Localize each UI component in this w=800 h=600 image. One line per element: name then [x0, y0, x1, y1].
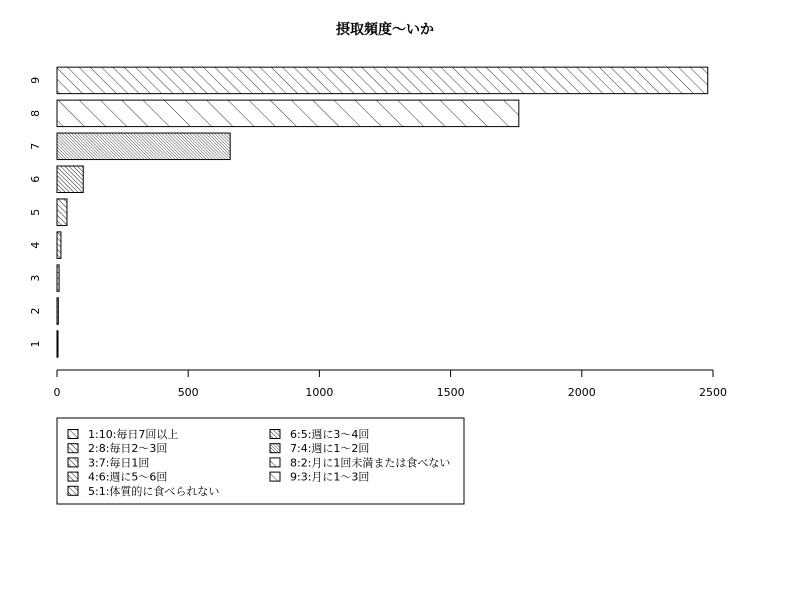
legend-swatch [68, 430, 78, 439]
x-tick-label: 2000 [567, 386, 596, 399]
bar-2 [57, 298, 58, 325]
legend [57, 418, 464, 504]
bars-group [57, 67, 708, 357]
x-tick-label: 500 [177, 386, 199, 399]
bar-1 [57, 331, 58, 358]
legend-swatch [68, 444, 78, 453]
x-axis [54, 370, 728, 399]
legend-swatch [270, 458, 280, 467]
legend-swatch [270, 430, 280, 439]
x-tick-label: 0 [53, 386, 61, 399]
legend-swatch [68, 472, 78, 481]
legend-entry: 1:10:毎日7回以上 [88, 428, 179, 441]
legend-entry: 7:4:週に1〜2回 [290, 442, 370, 456]
legend-swatch [68, 458, 78, 467]
y-tick-label: 7 [29, 142, 42, 150]
legend-entry: 5:1:体質的に食べられない [88, 484, 220, 498]
y-tick-labels [29, 77, 42, 348]
legend-entry: 6:5:週に3〜4回 [290, 428, 370, 441]
legend-entry: 3:7:毎日1回 [88, 456, 150, 470]
bar-4 [57, 232, 61, 259]
bar-5 [57, 199, 67, 226]
y-tick-label: 8 [29, 109, 42, 117]
legend-entry: 4:6:週に5〜6回 [88, 470, 168, 484]
legend-swatch [270, 444, 280, 453]
bar-3 [57, 265, 59, 292]
x-tick-label: 2500 [699, 386, 727, 399]
y-tick-label: 2 [29, 307, 42, 315]
chart-title: 摂取頻度〜いか [336, 22, 434, 38]
legend-entry: 8:2:月に1回未満または食べない [290, 456, 451, 470]
legend-swatch [68, 486, 78, 495]
legend-entry: 9:3:月に1〜3回 [290, 470, 370, 484]
bar-6 [57, 166, 83, 193]
y-tick-label: 1 [29, 340, 42, 348]
x-tick-label: 1500 [436, 386, 465, 399]
legend-entry: 2:8:毎日2〜3回 [88, 442, 168, 456]
y-tick-label: 9 [29, 76, 42, 84]
y-tick-label: 6 [29, 175, 42, 183]
bar-9 [57, 67, 708, 94]
y-tick-label: 4 [29, 241, 42, 249]
bar-7 [57, 133, 230, 160]
y-tick-label: 5 [29, 208, 42, 216]
bar-8 [57, 100, 519, 127]
legend-swatch [270, 472, 280, 481]
x-tick-label: 1000 [305, 386, 334, 399]
y-tick-label: 3 [29, 274, 42, 282]
